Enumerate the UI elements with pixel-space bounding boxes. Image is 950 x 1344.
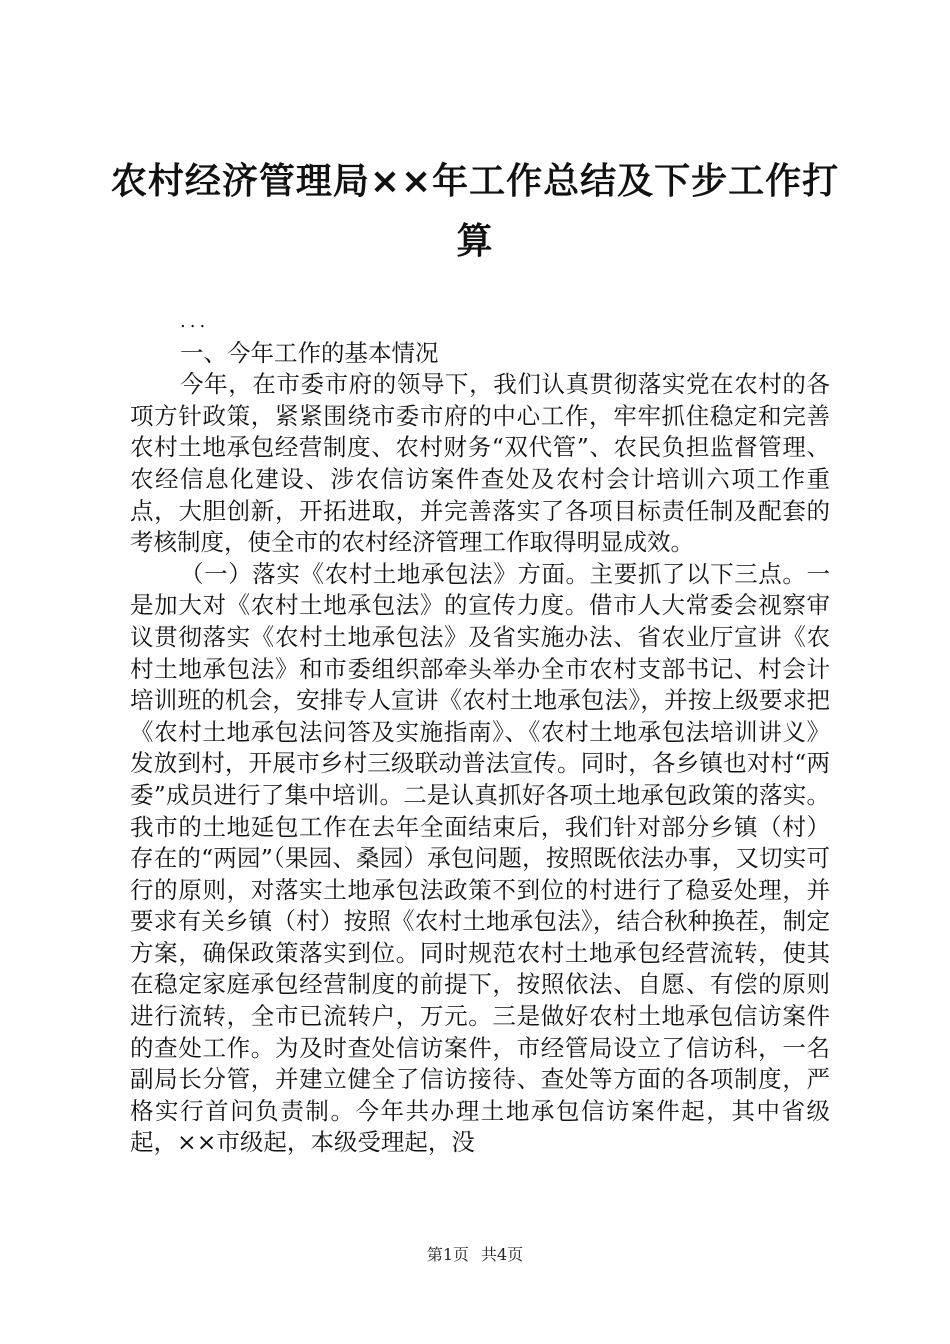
- document-title: 农村经济管理局××年工作总结及下步工作打算: [110, 161, 840, 262]
- paragraph-land-contract: （一）落实《农村土地承包法》方面。主要抓了以下三点。一是加大对《农村土地承包法》的宣传力度。借市人大常委会视察审议贯彻落实《农村土地承包法》及省实施办法、省农业厅宣讲《农村土地承包法》和市委组织部牵头举办全市农村支部书记、村会计培训班的机会，安排专人宣讲《农村土地承包法》，并按上级要求把《农村土地承包法问答及实施指南》、《农村土地承包法培训讲义》发放到村，开展市乡村三级联动普法宣传。同时，各乡镇也对村“两委”成员进行了集中培训。二是认真抓好各项土地承包政策的落实。我市的土地延包工作在去年全面结束后，我们针对部分乡镇（村）存在的“两园”（果园、桑园）承包问题，按照既依法办事，又切实可行的原则，对落实土地承包法政策不到位的村进行了稳妥处理，并要求有关乡镇（村）按照《农村土地承包法》，结合秋种换茬，制定方案，确保政策落实到位。同时规范农村土地承包经营流转，使其在稳定家庭承包经营制度的前提下，按照依法、自愿、有偿的原则进行流转，全市已流转户，万元。三是做好农村土地承包信访案件的查处工作。为及时查处信访案件，市经管局设立了信访科，一名副局长分管，并建立健全了信访接待、查处等方面的各项制度，严格实行首问负责制。今年共办理土地承包信访案件起，其中省级起，××市级起，本级受理起，没: [130, 559, 830, 1157]
- document-body: [130, 306, 830, 1159]
- page-total: 共4页: [481, 1245, 524, 1264]
- page-number: 第1页: [426, 1245, 469, 1264]
- page-footer: [0, 1242, 950, 1265]
- paragraph-intro: 今年，在市委市府的领导下，我们认真贯彻落实党在农村的各项方针政策，紧紧围绕市委市府的中心工作，牢牢抓住稳定和完善农村土地承包经营制度、农村财务“双代管”、农民负担监督管理、农经信息化建设、涉农信访案件查处及农村会计培训六项工作重点，大胆创新，开拓进取，并完善落实了各项目标责任制及配套的考核制度，使全市的农村经济管理工作取得明显成效。: [130, 370, 830, 557]
- section-heading: 一、今年工作的基本情况: [180, 338, 439, 367]
- ellipsis-marker: ...: [180, 311, 210, 332]
